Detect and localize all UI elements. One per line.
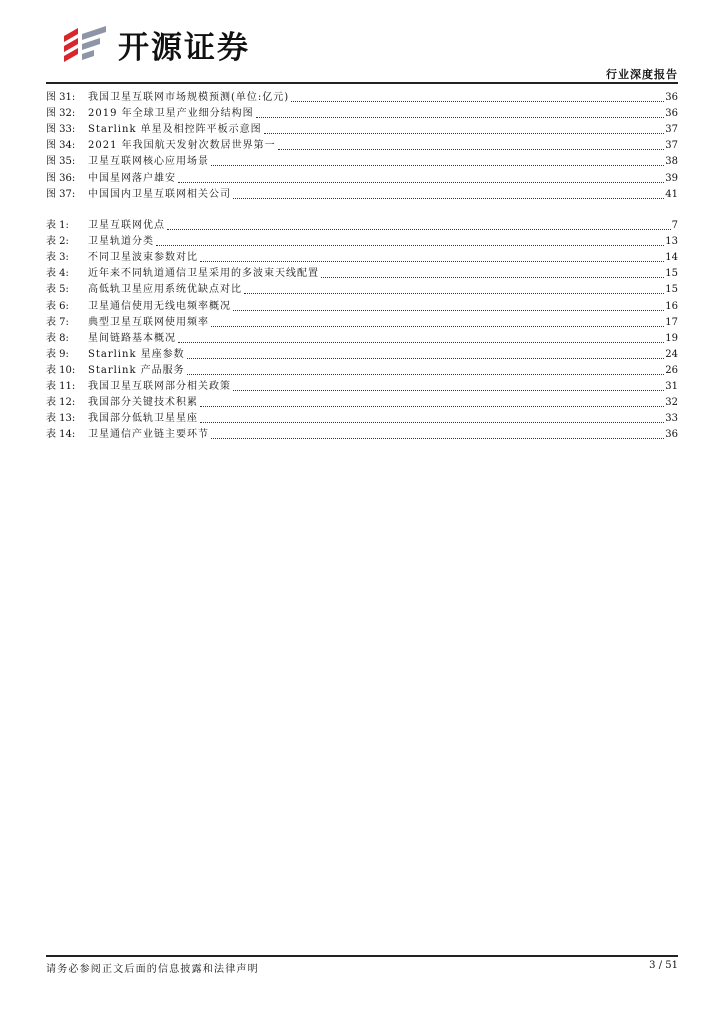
toc-title: 卫星通信产业链主要环节 — [88, 429, 209, 441]
toc-row-figure-31[interactable] — [46, 88, 678, 104]
toc-title: 2019 年全球卫星产业细分结构图 — [88, 108, 254, 120]
toc-row-figure-36[interactable] — [46, 168, 678, 184]
toc-leader — [233, 188, 664, 199]
toc-title: 卫星轨道分类 — [88, 236, 154, 248]
toc-page: 14 — [665, 252, 678, 264]
table-index — [46, 216, 678, 441]
toc-row-table-8[interactable] — [46, 329, 678, 345]
toc-row-figure-32[interactable] — [46, 104, 678, 120]
toc-leader — [187, 364, 665, 375]
toc-page: 41 — [665, 188, 678, 200]
toc-label: 表 9: — [46, 348, 69, 360]
toc-page: 31 — [665, 381, 678, 393]
toc-title: 典型卫星互联网使用频率 — [88, 316, 209, 328]
toc-label: 表 12: — [46, 397, 76, 409]
toc-row-table-9[interactable] — [46, 345, 678, 361]
logo-mark-icon — [60, 24, 110, 64]
toc-title: 高低轨卫星应用系统优缺点对比 — [88, 284, 242, 296]
toc-label: 图 31: — [46, 92, 76, 104]
toc-title: 我国部分关键技术积累 — [88, 397, 198, 409]
toc-row-table-13[interactable] — [46, 409, 678, 425]
toc-leader — [178, 332, 664, 343]
toc-row-figure-33[interactable] — [46, 120, 678, 136]
toc-row-figure-34[interactable] — [46, 136, 678, 152]
toc-title: 中国国内卫星互联网相关公司 — [88, 188, 231, 200]
toc-row-table-1[interactable] — [46, 216, 678, 232]
toc-title: 卫星互联网优点 — [88, 220, 165, 232]
toc-row-table-3[interactable] — [46, 248, 678, 264]
toc-label: 表 10: — [46, 364, 76, 376]
toc-row-figure-35[interactable] — [46, 152, 678, 168]
toc-leader — [278, 139, 665, 150]
toc-title: Starlink 星座参数 — [88, 348, 185, 360]
toc-leader — [178, 172, 664, 183]
toc-title: 卫星通信使用无线电频率概况 — [88, 300, 231, 312]
toc-row-table-5[interactable] — [46, 280, 678, 296]
toc-title: 我国卫星互联网市场规模预测(单位:亿元) — [88, 92, 290, 104]
toc-label: 表 6: — [46, 300, 69, 312]
toc-label: 表 14: — [46, 429, 76, 441]
toc-row-table-2[interactable] — [46, 232, 678, 248]
toc-title: Starlink 单星及相控阵平板示意图 — [88, 124, 262, 136]
toc-page: 13 — [665, 236, 678, 248]
toc-title: 我国卫星互联网部分相关政策 — [88, 381, 231, 393]
toc-label: 图 35: — [46, 156, 76, 168]
toc-label: 表 7: — [46, 316, 69, 328]
toc-page: 38 — [665, 156, 678, 168]
toc-label: 图 37: — [46, 188, 76, 200]
toc-page: 15 — [665, 268, 678, 280]
toc-leader — [187, 348, 665, 359]
toc-leader — [321, 267, 664, 278]
toc-label: 表 5: — [46, 284, 69, 296]
toc-label: 图 34: — [46, 140, 76, 152]
toc-leader — [256, 107, 665, 118]
toc-row-table-11[interactable] — [46, 377, 678, 393]
toc-title: 星间链路基本概况 — [88, 332, 176, 344]
toc-page: 39 — [665, 172, 678, 184]
toc-page: 37 — [665, 140, 678, 152]
toc-page: 24 — [665, 348, 678, 360]
toc-leader — [211, 316, 664, 327]
toc-leader — [200, 396, 664, 407]
toc-page: 16 — [665, 300, 678, 312]
company-logo — [60, 22, 250, 66]
toc-leader — [211, 155, 664, 166]
toc-leader — [167, 219, 671, 230]
toc-leader — [244, 283, 664, 294]
toc-label: 表 3: — [46, 252, 69, 264]
page-number: 3 / 51 — [649, 960, 678, 971]
toc-leader — [233, 300, 664, 311]
toc-title: 不同卫星波束参数对比 — [88, 252, 198, 264]
toc-page: 36 — [665, 92, 678, 104]
toc-title: 2021 年我国航天发射次数居世界第一 — [88, 140, 276, 152]
toc-row-table-6[interactable] — [46, 296, 678, 312]
toc-page: 32 — [665, 397, 678, 409]
toc-page: 7 — [671, 220, 678, 232]
toc-leader — [200, 412, 664, 423]
toc-label: 图 36: — [46, 172, 76, 184]
toc-title: 近年来不同轨道通信卫星采用的多波束天线配置 — [88, 268, 319, 280]
toc-label: 表 8: — [46, 332, 69, 344]
toc-label: 表 13: — [46, 413, 76, 425]
toc-row-figure-37[interactable] — [46, 185, 678, 201]
toc-title: 卫星互联网核心应用场景 — [88, 156, 209, 168]
toc-leader — [291, 91, 664, 102]
toc-row-table-10[interactable] — [46, 361, 678, 377]
toc-page: 36 — [665, 429, 678, 441]
toc-row-table-7[interactable] — [46, 313, 678, 329]
toc-leader — [233, 380, 664, 391]
toc-leader — [264, 123, 665, 134]
toc-label: 表 2: — [46, 236, 69, 248]
toc-leader — [211, 428, 664, 439]
toc-page: 37 — [665, 124, 678, 136]
toc-label: 图 33: — [46, 124, 76, 136]
toc-page: 36 — [665, 108, 678, 120]
footer-divider — [46, 955, 678, 957]
toc-row-table-4[interactable] — [46, 264, 678, 280]
header-divider — [46, 82, 678, 84]
figure-index — [46, 88, 678, 201]
logo-text: 开源证券 — [118, 29, 250, 66]
toc-row-table-14[interactable] — [46, 425, 678, 441]
toc-row-table-12[interactable] — [46, 393, 678, 409]
toc-page: 15 — [665, 284, 678, 296]
toc-page: 26 — [665, 364, 678, 376]
toc-title: Starlink 产品服务 — [88, 364, 185, 376]
toc-label: 表 1: — [46, 220, 69, 232]
toc-leader — [200, 251, 664, 262]
toc-title: 我国部分低轨卫星星座 — [88, 413, 198, 425]
footer-disclaimer: 请务必参阅正文后面的信息披露和法律声明 — [46, 964, 259, 975]
report-type-label: 行业深度报告 — [606, 68, 678, 81]
toc-page: 17 — [665, 316, 678, 328]
toc-leader — [156, 235, 664, 246]
toc-label: 表 11: — [46, 381, 76, 393]
toc-label: 图 32: — [46, 108, 76, 120]
toc-label: 表 4: — [46, 268, 69, 280]
toc-page: 19 — [665, 332, 678, 344]
toc-title: 中国星网落户雄安 — [88, 172, 176, 184]
toc-page: 33 — [665, 413, 678, 425]
